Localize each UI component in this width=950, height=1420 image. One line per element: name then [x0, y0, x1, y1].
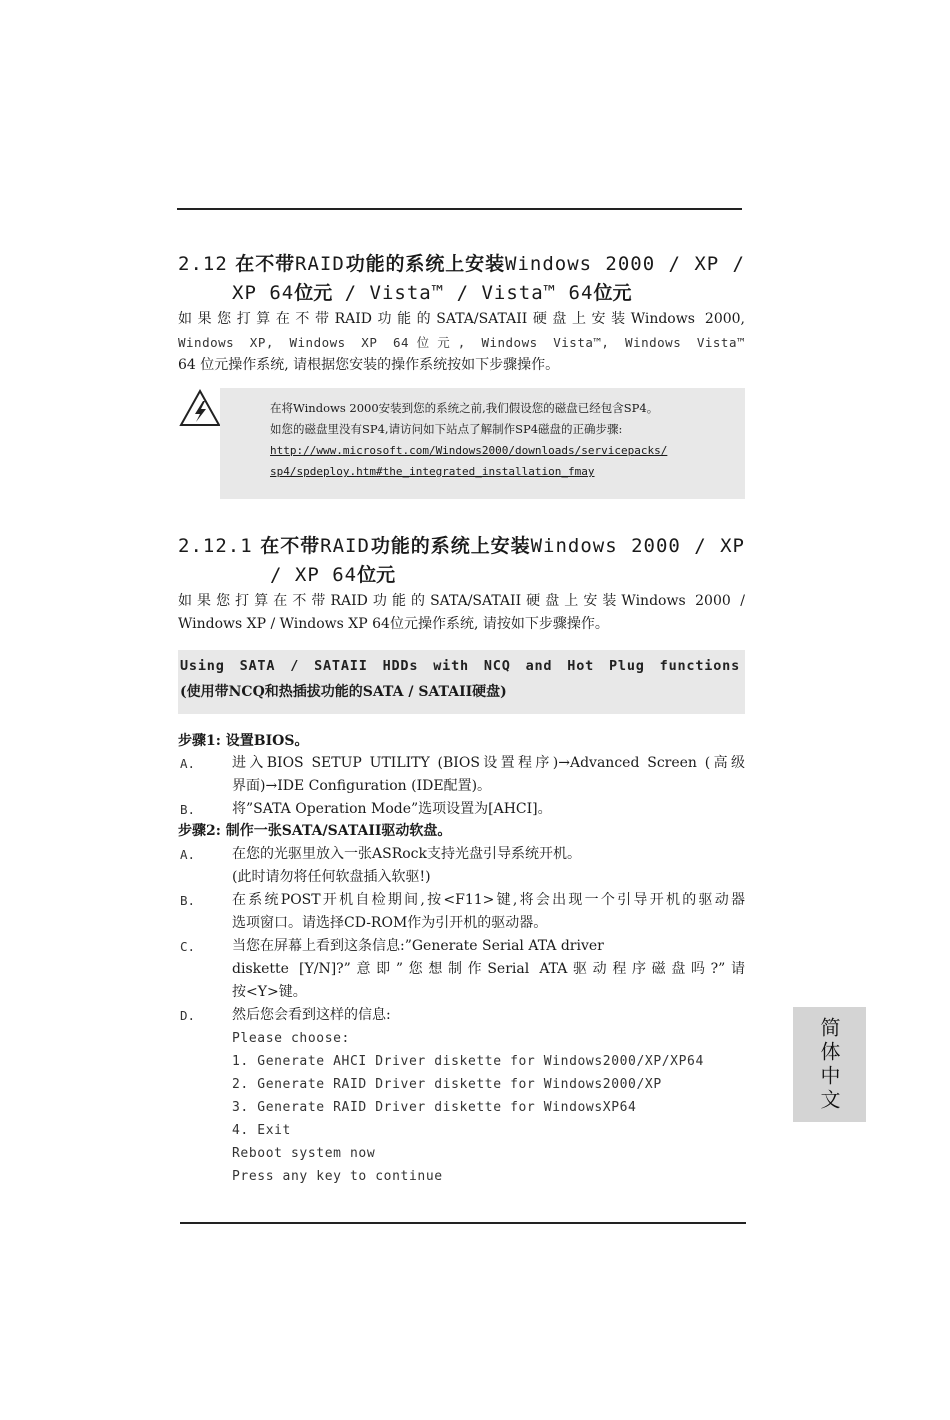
step2-c-line1: 当您在屏幕上看到这条信息:”Generate Serial ATA driver: [232, 938, 604, 954]
step2-d-text: [232, 1004, 745, 1027]
subsection-intro: [178, 590, 745, 636]
step1-b-line1: 将”SATA Operation Mode”选项设置为[AHCI]。: [232, 801, 552, 817]
section-intro: [178, 308, 745, 377]
warning-icon: [178, 388, 222, 428]
driver-menu-output: [232, 1027, 704, 1188]
note-link-line2[interactable]: sp4/spdeploy.htm#the_integrated_installation_fmay: [270, 465, 595, 478]
step1-a-line1: 进入BIOS SETUP UTILITY (BIOS设置程序)→Advanced Screen (高级: [232, 755, 745, 771]
note-line1: 在将Windows 2000安装到您的系统之前,我们假设您的磁盘已经包含SP4。: [270, 401, 659, 415]
bottom-rule: [180, 1222, 746, 1224]
step2-c-text: [232, 935, 745, 1004]
code-line: Please choose:: [232, 1031, 350, 1046]
band-line2: (使用带NCQ和热插拔功能的SATA / SATAII硬盘): [180, 684, 507, 700]
section-intro-line3: 64 位元操作系统, 请根据您安装的操作系统按如下步骤操作。: [178, 357, 560, 373]
step1-b-text: [232, 798, 745, 821]
step2-a-text: [232, 843, 745, 889]
step2-c-label: C.: [180, 939, 196, 954]
step2-title: 步骤2: 制作一张SATA/SATAII驱动软盘。: [178, 823, 452, 839]
sata-hdd-band: [178, 650, 745, 714]
section-intro-line2: Windows XP, Windows XP 64位元, Windows Vista™, Windows Vista™: [178, 335, 745, 350]
top-rule: [177, 208, 742, 210]
step1-a-line2: 界面)→IDE Configuration (IDE配置)。: [232, 778, 492, 794]
section-title: [178, 250, 745, 308]
code-line: Reboot system now: [232, 1146, 376, 1161]
step2-c-line3: 按<Y>键。: [232, 984, 307, 1000]
step2-d-line1: 然后您会看到这样的信息:: [232, 1007, 391, 1023]
language-side-tab-label: 简体中文: [817, 1016, 841, 1113]
section-title-line2: XP 64位元 / Vista™ / Vista™ 64位元: [232, 282, 632, 304]
step1-a-text: [232, 752, 745, 798]
step2-a-line2: (此时请勿将任何软盘插入软驱!): [232, 869, 431, 885]
step2-b-label: B.: [180, 893, 196, 908]
step2-b-text: [232, 889, 745, 935]
band-line1: Using SATA / SATAII HDDs with NCQ and Hot Plug functions: [180, 658, 740, 674]
step2-a-label: A.: [180, 847, 196, 862]
code-line: 3. Generate RAID Driver diskette for WindowsXP64: [232, 1100, 637, 1115]
subsection-title: [178, 532, 745, 590]
step2-b-line2: 选项窗口。请选择CD-ROM作为引开机的驱动器。: [232, 915, 548, 931]
step1-title: 步骤1: 设置BIOS。: [178, 733, 309, 749]
step2-d-label: D.: [180, 1008, 196, 1023]
note-box: [220, 388, 745, 499]
note-text: [270, 398, 667, 482]
code-line: 4. Exit: [232, 1123, 291, 1138]
language-side-tab: [793, 1007, 866, 1122]
code-line: Press any key to continue: [232, 1169, 443, 1184]
subsection-title-line1: 2.12.1 在不带RAID功能的系统上安装Windows 2000 / XP: [178, 535, 745, 557]
code-line: 2. Generate RAID Driver diskette for Windows2000/XP: [232, 1077, 662, 1092]
note-line2: 如您的磁盘里没有SP4,请访问如下站点了解制作SP4磁盘的正确步骤:: [270, 422, 623, 436]
section-intro-line1: 如果您打算在不带RAID功能的SATA/SATAII硬盘上安装Windows 2000,: [178, 311, 745, 327]
note-link-line1[interactable]: http://www.microsoft.com/Windows2000/downloads/servicepacks/: [270, 444, 668, 457]
step2-a-line1: 在您的光驱里放入一张ASRock支持光盘引导系统开机。: [232, 846, 581, 862]
subsection-intro-line2: Windows XP / Windows XP 64位元操作系统, 请按如下步骤操作。: [178, 616, 609, 632]
subsection-title-line2: / XP 64位元: [270, 564, 396, 586]
subsection-intro-line1: 如果您打算在不带RAID功能的SATA/SATAII硬盘上安装Windows 2000 /: [178, 593, 745, 609]
step2-c-line2: diskette [Y/N]?”意即”您想制作Serial ATA驱动程序磁盘吗?”请: [232, 961, 745, 977]
step2-b-line1: 在系统POST开机自检期间,按<F11>键,将会出现一个引导开机的驱动器: [232, 892, 745, 908]
code-line: 1. Generate AHCI Driver diskette for Windows2000/XP/XP64: [232, 1054, 704, 1069]
section-title-line1: 2.12 在不带RAID功能的系统上安装Windows 2000 / XP /: [178, 253, 745, 275]
step1-b-label: B.: [180, 802, 196, 817]
step1-a-label: A.: [180, 756, 196, 771]
